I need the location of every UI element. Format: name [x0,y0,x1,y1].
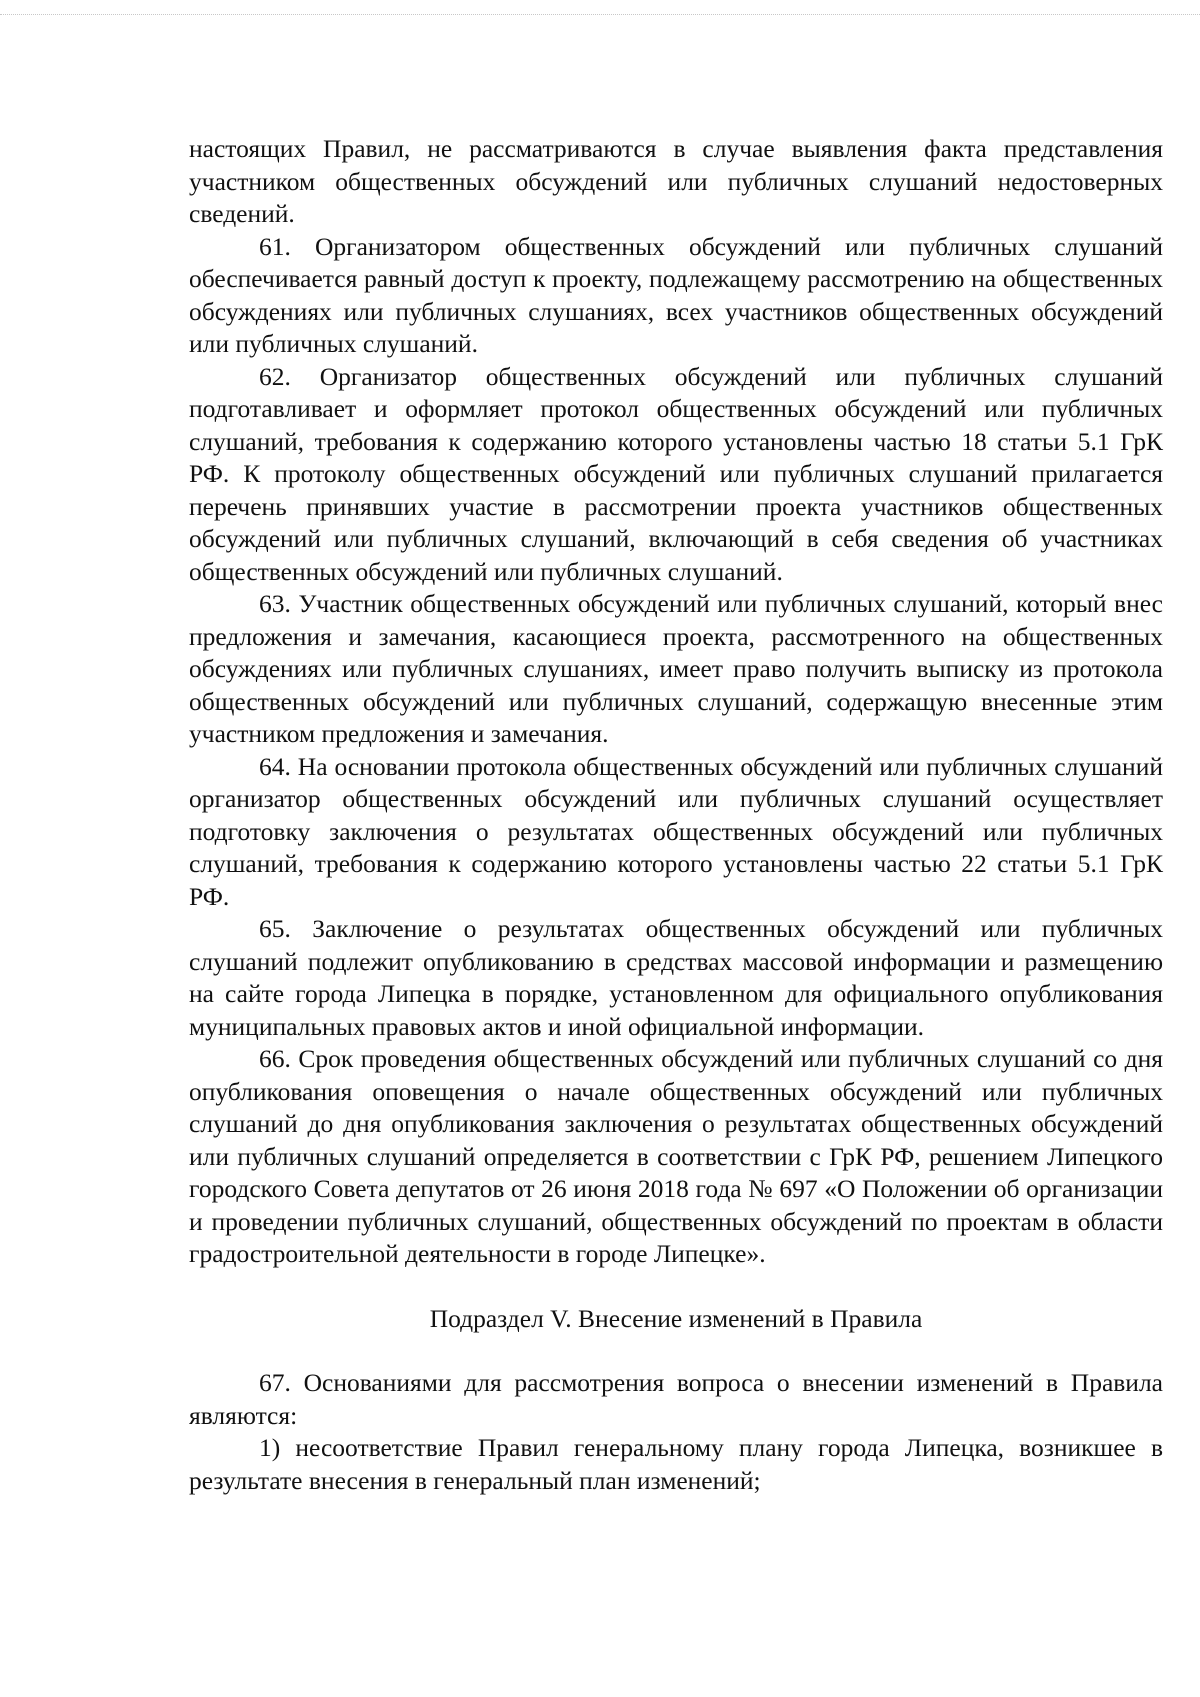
paragraph-61: 61. Организатором общественных обсуждений или публичных слушаний обеспечивается равный доступ к проекту, подлежащему рассмотрению на общественных обсуждениях или публичных слушаниях, всех участников общественных обсуждений или публичных слушаний. [189,231,1163,358]
paragraph-62: 62. Организатор общественных обсуждений или публичных слушаний подготавливает и оформляет протокол общественных обсуждений или публичных слушаний, требования к содержанию которого установлены частью 18 статьи 5.1 ГрК РФ. К протоколу общественных обсуждений или публичных слушаний прилагается перечень принявших участие в рассмотрении проекта участников общественных обсуждений или публичных слушаний, включающий в себя сведения об участниках общественных обсуждений или публичных слушаний. [189,361,1163,586]
paragraph-65: 65. Заключение о результатах общественных обсуждений или публичных слушаний подлежит опубликованию в средствах массовой информации и размещению на сайте города Липецка в порядке, установленном для официального опубликования муниципальных правовых актов и иной официальной информации. [189,914,1163,1041]
paragraph-64: 64. На основании протокола общественных обсуждений или публичных слушаний организатор общественных обсуждений или публичных слушаний осуществляет подготовку заключения о результатах общественных обсуждений или публичных слушаний, требования к содержанию которого установлены частью 22 статьи 5.1 ГрК РФ. [189,751,1163,911]
document-page [189,133,1163,1497]
paragraph-60-continuation: настоящих Правил, не рассматриваются в случае выявления факта представления участником общественных обсуждений или публичных слушаний недостоверных сведений. [189,134,1163,228]
paragraph-67: 67. Основаниями для рассмотрения вопроса о внесении изменений в Правила являются: [189,1368,1163,1430]
paragraph-66: 66. Срок проведения общественных обсуждений или публичных слушаний со дня опубликования оповещения о начале общественных обсуждений или публичных слушаний до дня опубликования заключения о результатах общественных обсуждений или публичных слушаний определяется в соответствии с ГрК РФ, решением Липецкого городского Совета депутатов от 26 июня 2018 года № 697 «О Положении об организации и проведении публичных слушаний, общественных обсуждений по проектам в области градостроительной деятельности в городе Липецке». [189,1044,1163,1268]
list-item-1: 1) несоответствие Правил генеральному плану города Липецка, возникшее в результате внесения в генеральный план изменений; [189,1433,1163,1495]
paragraph-63: 63. Участник общественных обсуждений или публичных слушаний, который внес предложения и замечания, касающиеся проекта, рассмотренного на общественных обсуждениях или публичных слушаниях, имеет право получить выписку из протокола общественных обсуждений или публичных слушаний, содержащую внесенные этим участником предложения и замечания. [189,589,1163,748]
section-heading: Подраздел V. Внесение изменений в Правила [429,1303,923,1333]
page-top-edge [0,14,1200,15]
